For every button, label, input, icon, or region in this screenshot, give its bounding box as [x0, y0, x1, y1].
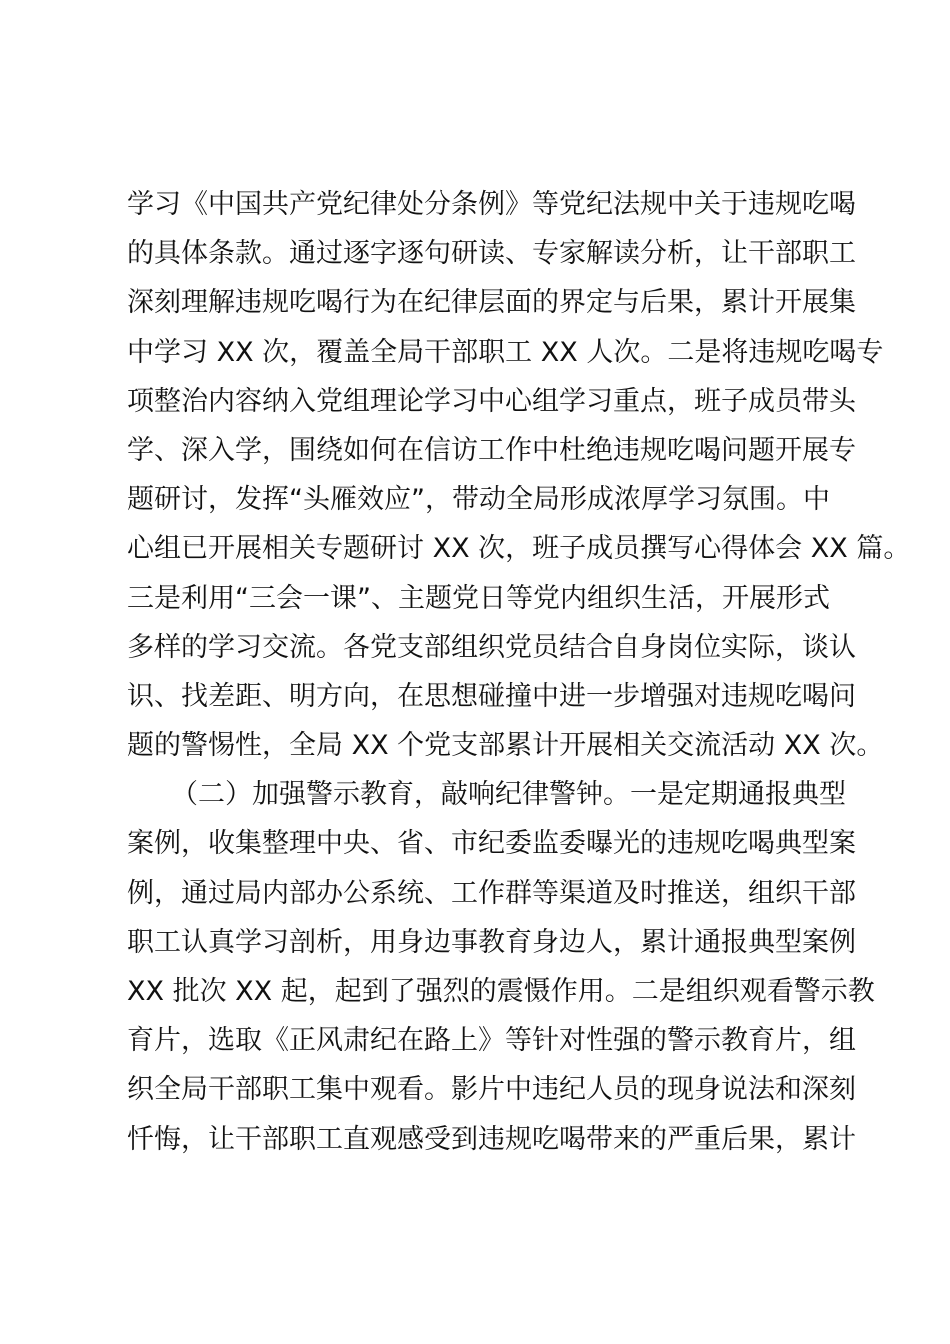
text-line: 深刻理解违规吃喝行为在纪律层面的界定与后果，累计开展集 — [127, 287, 856, 319]
text-line: 中学习 XX 次，覆盖全局干部职工 XX 人次。二是将违规吃喝专 — [127, 336, 884, 368]
text-line: 识、找差距、明方向，在思想碰撞中进一步增强对违规吃喝问 — [127, 680, 856, 712]
text-line: 忏悔，让干部职工直观感受到违规吃喝带来的严重后果，累计 — [127, 1123, 856, 1155]
text-line: 项整治内容纳入党组理论学习中心组学习重点，班子成员带头 — [127, 385, 856, 417]
text-line: 织全局干部职工集中观看。影片中违纪人员的现身说法和深刻 — [127, 1074, 856, 1106]
text-line: 育片，选取《正风肃纪在路上》等针对性强的警示教育片，组 — [127, 1025, 856, 1057]
text-line: 案例，收集整理中央、省、市纪委监委曝光的违规吃喝典型案 — [127, 828, 856, 860]
text-line: 心组已开展相关专题研讨 XX 次，班子成员撰写心得体会 XX 篇。 — [127, 533, 911, 565]
text-line: XX 批次 XX 起，起到了强烈的震慑作用。二是组织观看警示教 — [127, 976, 875, 1007]
text-line: 例，通过局内部办公系统、工作群等渠道及时推送，组织干部 — [127, 877, 856, 909]
text-line: 职工认真学习剖析，用身边事教育身边人，累计通报典型案例 — [127, 926, 856, 958]
text-line: 多样的学习交流。各党支部组织党员结合自身岗位实际，谈认 — [127, 631, 856, 663]
text-line: 学习《中国共产党纪律处分条例》等党纪法规中关于违规吃喝 — [127, 189, 856, 220]
body-text — [127, 180, 911, 1164]
section-heading-line: （二）加强警示教育，敲响纪律警钟。一是定期通报典型 — [171, 779, 846, 811]
text-line: 题的警惕性，全局 XX 个党支部累计开展相关交流活动 XX 次。 — [127, 730, 884, 762]
text-line: 三是利用“三会一课”、主题党日等党内组织生活，开展形式 — [127, 582, 830, 614]
text-line: 学、深入学，围绕如何在信访工作中杜绝违规吃喝问题开展专 — [127, 434, 856, 466]
text-line: 的具体条款。通过逐字逐句研读、专家解读分析，让干部职工 — [127, 238, 856, 270]
text-line: 题研讨，发挥“头雁效应”，带动全局形成浓厚学习氛围。中 — [127, 484, 830, 516]
